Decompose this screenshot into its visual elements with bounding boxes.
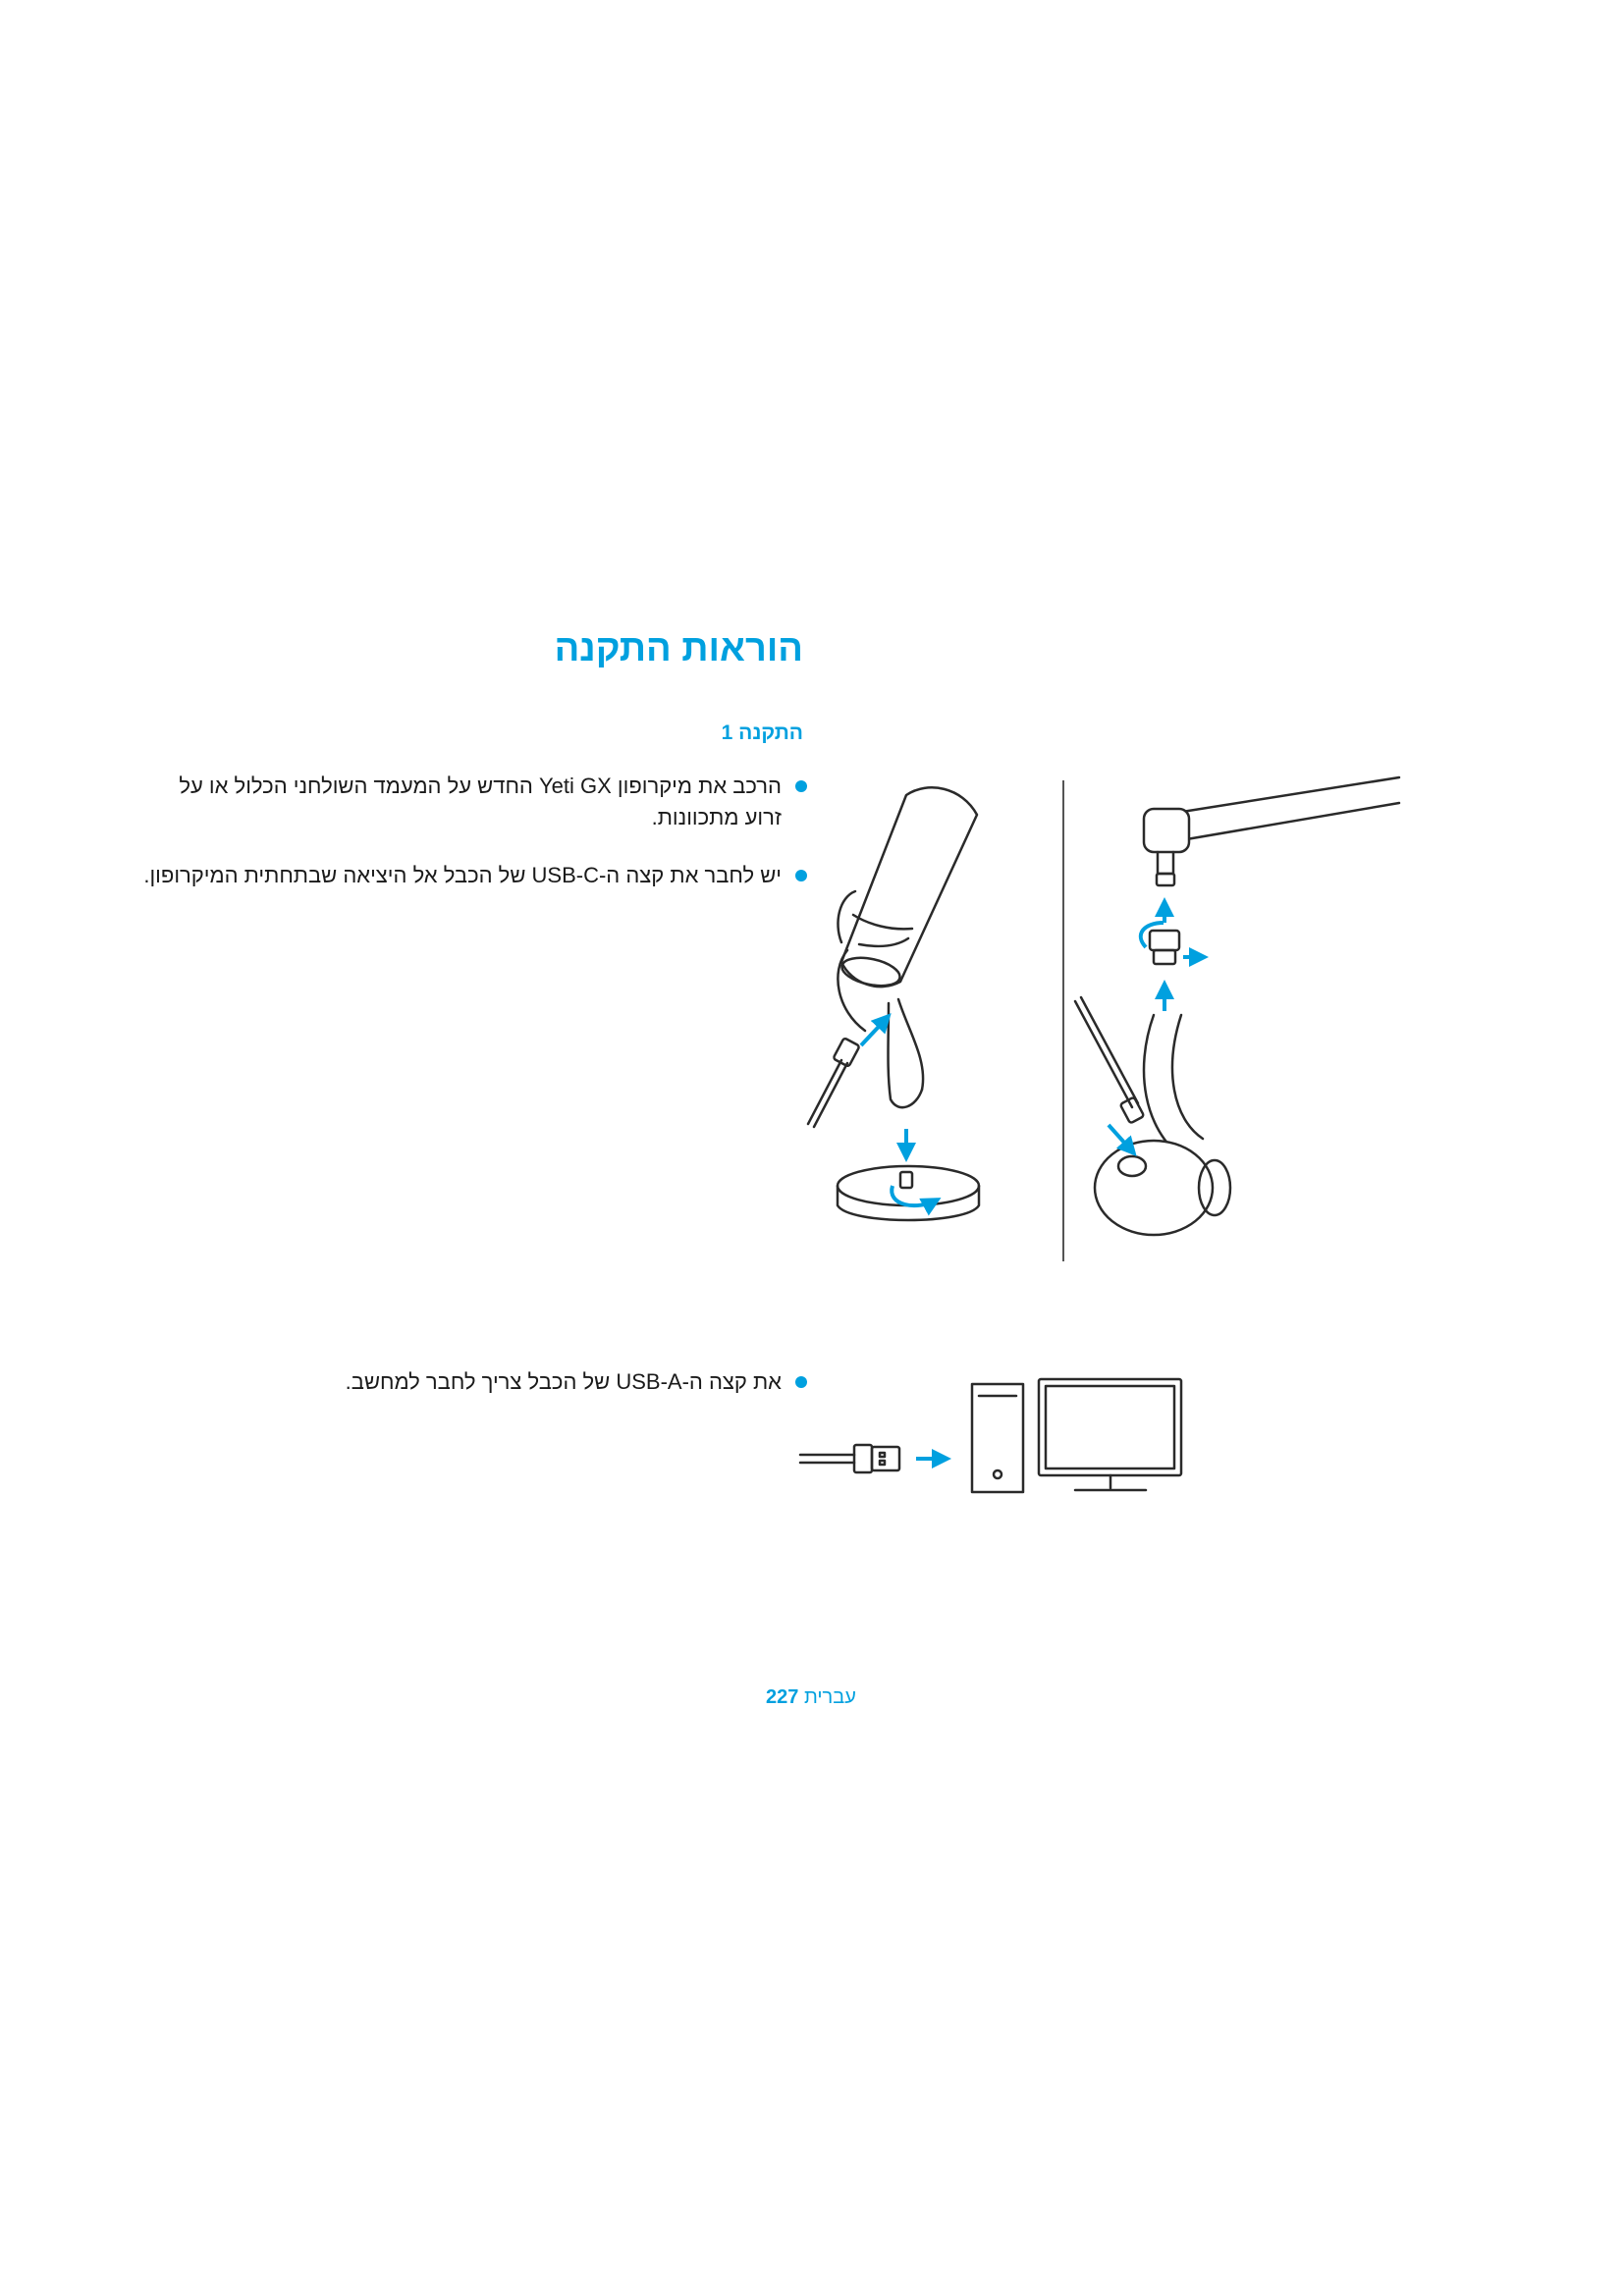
boom-arm-arrows	[1109, 901, 1205, 1153]
step-text: יש לחבר את קצה ה-USB-C של הכבל אל היציאה שבתחתית המיקרופון.	[143, 863, 782, 887]
microphone-mounting-illustration	[790, 775, 1409, 1271]
page-number: 227	[766, 1686, 799, 1708]
computer-connection-illustration	[800, 1374, 1193, 1497]
step-text: את קצה ה-USB-A של הכבל צריך לחבר למחשב.	[345, 1369, 782, 1394]
step-text: הרכב את מיקרופון Yeti GX החדש על המעמד השולחני הכלול או על זרוע מתכוונות.	[179, 774, 782, 829]
page-title: הוראות התקנה	[554, 628, 803, 669]
desk-stand-illustration	[808, 787, 979, 1220]
boom-arm-illustration	[1075, 777, 1399, 1235]
footer-language: עברית	[803, 1686, 856, 1708]
step-connect-usb-c	[143, 860, 807, 891]
page-footer	[766, 1686, 878, 1709]
step-mount-microphone	[153, 771, 807, 833]
section-title: התקנה 1	[721, 721, 803, 744]
step-connect-usb-a	[346, 1366, 807, 1398]
